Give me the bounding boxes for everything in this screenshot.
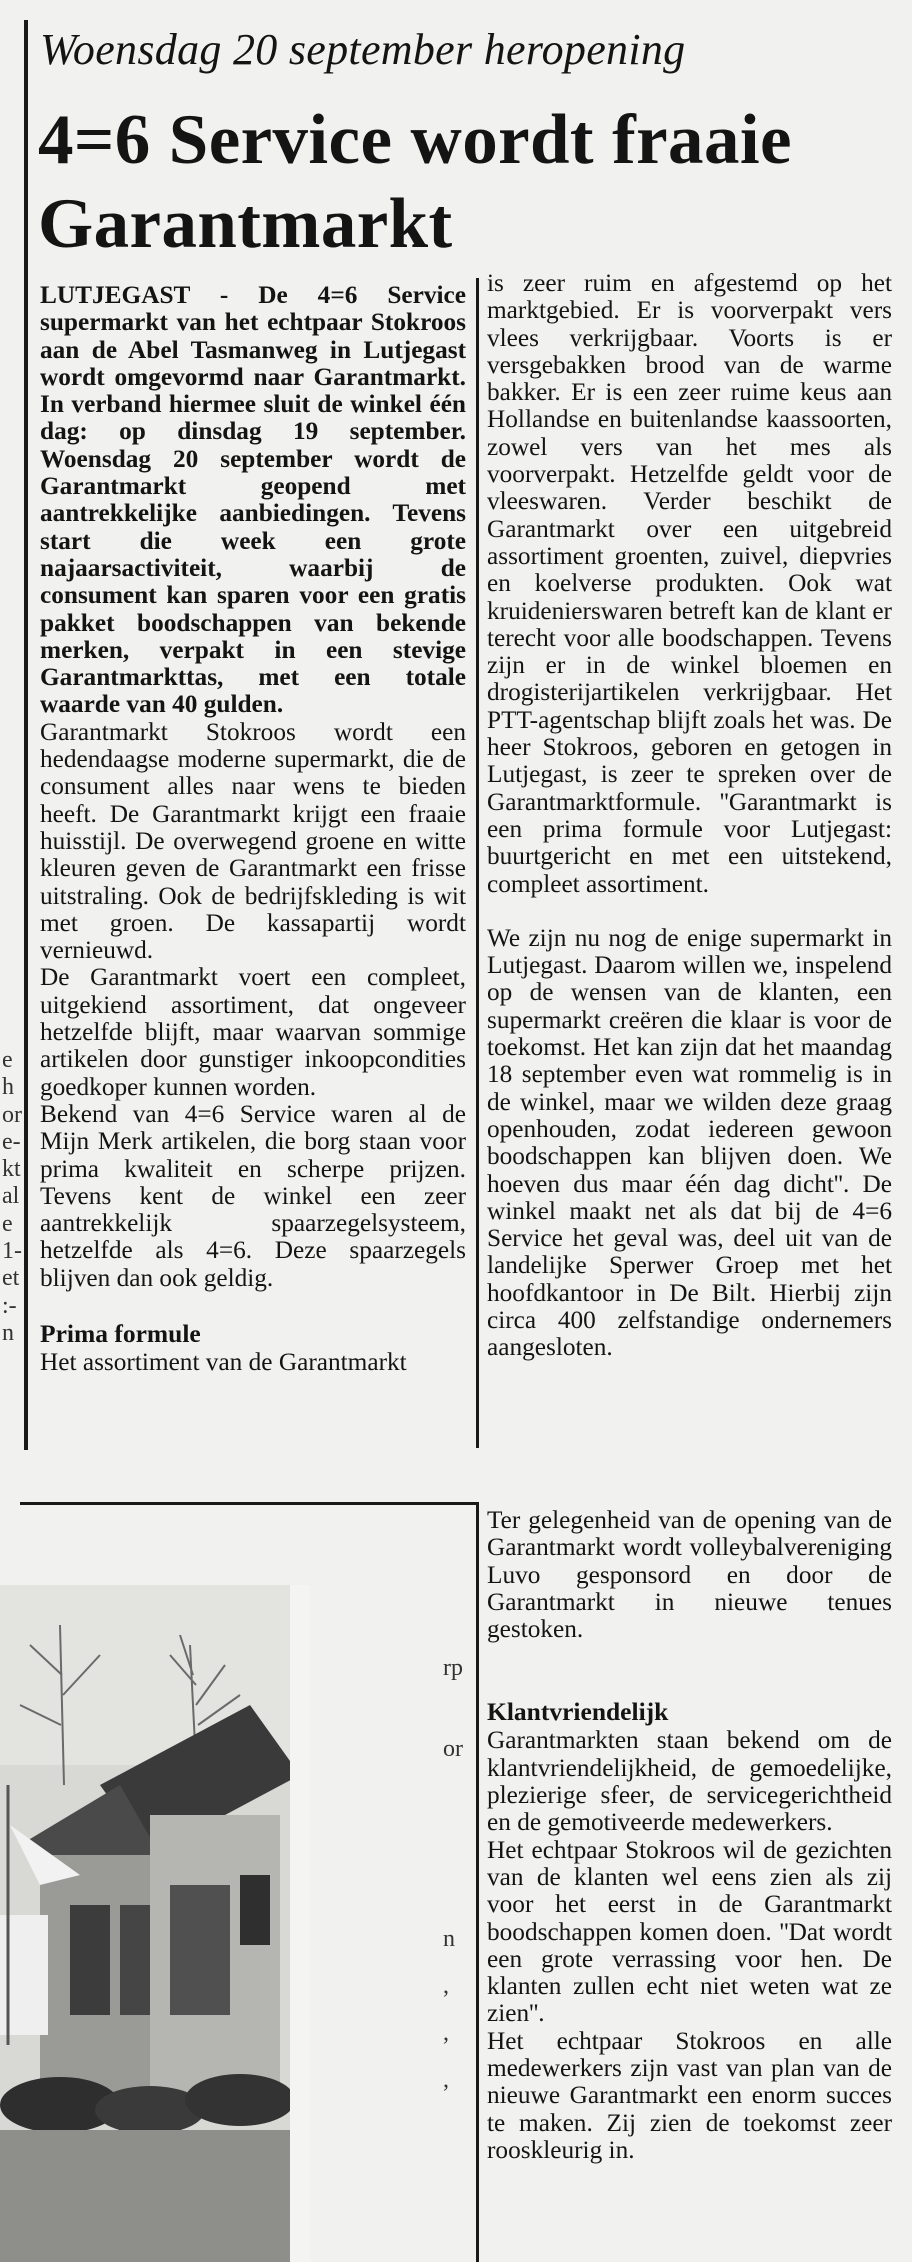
subheading-klantvriendelijk: Klantvriendelijk (487, 1697, 669, 1727)
body-paragraph: Bekend van 4=6 Service waren al de Mijn Merk artikelen, die borg staan voor prima kwaliteit en scherpe prijzen. Tevens kent de winkel een zeer aantrekkelijk spaarzegelsysteem, hetzelfde als 4=6. Deze spaarzegels blijven dan ook geldig. (40, 1099, 466, 1292)
margin-fragment: h (2, 1074, 14, 1101)
body-paragraph: Het assortiment van de Garantmarkt (40, 1347, 407, 1376)
left-column-rule (24, 20, 28, 1450)
margin-fragment: kt (2, 1156, 21, 1183)
body-paragraph: is zeer ruim en afgestemd op het marktgebied. Er is voorverpakt vers vlees verkrijgbaar. Voorts is er versgebakken brood van de warme bakker. Er is een zeer ruime keus aan Hollandse en buitenlandse kaassoorten, zowel vers van het mes als voorverpakt. Hetzelfde geldt voor de vleeswaren. Verder beschikt de Garantmarkt over een uitgebreid assortiment groenten, zuivel, diepvries en koelverse produkten. Ook wat kruidenierswaren betreft kan de klant er terecht voor alle boodschappen. Tevens zijn er in de winkel bloemen en drogisterijartikelen verkrijgbaar. Het PTT-agentschap blijft zoals het was. De heer Stokroos, geboren en getogen in Lutjegast, is zeer te spreken over de Garantmarktformule. ''Garantmarkt is een prima formule voor Lutjegast: buurtgericht en met een uitstekend, compleet assortiment. (487, 269, 892, 898)
margin-fragment: n (443, 1925, 455, 1952)
margin-fragment: , (443, 1972, 449, 1999)
article-headline: 4=6 Service wordt fraaie Garantmarkt (38, 101, 792, 263)
body-paragraph: Ter gelegenheid van de opening van de Garantmarkt wordt volleybalvereniging Luvo gesponsord en door de Garantmarkt in nieuwe tenues gestoken. (487, 1506, 892, 1644)
article-lead: LUTJEGAST - De 4=6 Service supermarkt van het echtpaar Stokroos aan de Abel Tasmanweg in Lutjegast wordt omgevormd naar Garantmarkt. In verband hiermee sluit de winkel één dag: op dinsdag 19 september. Woensdag 20 september wordt de Garantmarkt geopend met aantrekkelijke aanbiedingen. Tevens start die week een grote najaarsactiviteit, waarbij de consument kan sparen voor een gratis pakket boodschappen van bekende merken, verpakt in een stevige Garantmarkttas, met een totale waarde van 40 gulden. (40, 281, 466, 719)
margin-fragment: or (2, 1101, 22, 1128)
body-paragraph: We zijn nu nog de enige supermarkt in Lutjegast. Daarom willen we, inspelend op de wensen van de klanten, een supermarkt creëren die klaar is voor de toekomst. Het kan zijn dat het maandag 18 september even wat rommelig is in de winkel, maar we wilden deze graag openhouden, zodat iedereen gewoon boodschappen kan blijven doen. We hoeven dus maar één dag dicht''. De winkel maakt net als dat bij de 4=6 Service het geval was, deel uit van de landelijke Sperwer Groep met het hoofdkantoor in De Bilt. Hierbij zijn circa 400 zelfstandige ondernemers aangesloten. (487, 923, 892, 1362)
lower-column-rule (476, 1502, 479, 2262)
left-margin-fragments (2, 1047, 22, 1347)
body-paragraph: De Garantmarkt voert een compleet, uitgekiend assortiment, dat ongeveer hetzelfde blijft, maar waarvan sommige artikelen door gunstiger inkoopcondities goedkoper kunnen worden. (40, 963, 466, 1101)
margin-fragment: rp (443, 1655, 463, 1681)
body-paragraph: Garantmarkt Stokroos wordt een hedendaagse moderne supermarkt, die de consument alles naar wens te bieden heeft. De Garantmarkt krijgt een fraaie huisstijl. De overwegend groene en witte kleuren geven de Garantmarkt een frisse uitstraling. Ook de bedrijfskleding is wit met groen. De kassapartij wordt vernieuwd. (40, 717, 466, 965)
article-column-2 (487, 270, 892, 1362)
margin-fragment: 1- (2, 1238, 22, 1265)
body-paragraph: Het echtpaar Stokroos wil de gezichten van de klanten wel eens zien als zij voor het eerst in de Garantmarkt boodschappen komen doen. ''Dat wordt een grote verrassing voor hen. De klanten zullen echt niet weten wat ze zien''. (487, 1835, 892, 2028)
margin-fragment: e- (2, 1128, 21, 1155)
margin-fragment: :- (2, 1292, 17, 1319)
margin-fragment: al (2, 1183, 20, 1210)
body-paragraph: Garantmarkten staan bekend om de klantvriendelijkheid, de gemoedelijke, plezierige sfeer, de servicegerichtheid en de gemotiveerde medewerkers. (487, 1726, 892, 1837)
margin-fragment: n (2, 1319, 14, 1346)
margin-fragment: , (443, 2020, 449, 2047)
bottom-horizontal-rule (20, 1502, 476, 1505)
store-photo (0, 1585, 310, 2262)
middle-column-rule (476, 278, 479, 1448)
margin-fragment: , (443, 2067, 449, 2094)
body-paragraph: Het echtpaar Stokroos en alle medewerkers zijn vast van plan van de nieuwe Garantmarkt een enorm succes te maken. Zij zien de toekomst zeer rooskleurig in. (487, 2026, 892, 2164)
margin-fragment: e (2, 1047, 13, 1073)
article-column-3 (487, 1507, 892, 2164)
article-kicker: Woensdag 20 september heropening (40, 25, 686, 74)
margin-fragment: or (443, 1736, 463, 1763)
subheading-prima-formule: Prima formule (40, 1318, 201, 1348)
middle-margin-fragments (443, 1655, 473, 2095)
margin-fragment: et (2, 1265, 20, 1292)
margin-fragment: e (2, 1210, 13, 1237)
article-column-1 (40, 282, 466, 1376)
